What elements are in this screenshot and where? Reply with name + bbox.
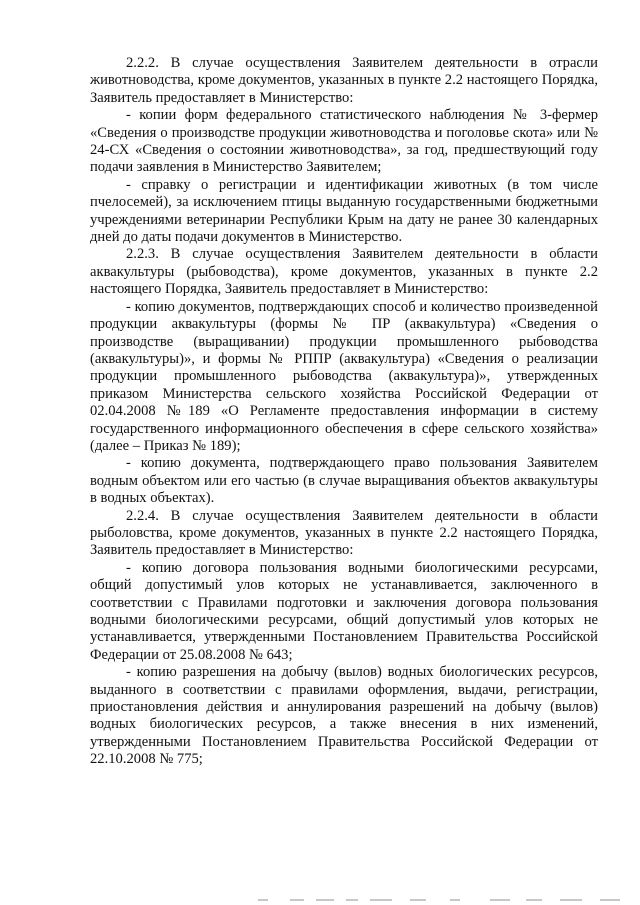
paragraph-2-2-3: 2.2.3. В случае осуществления Заявителем деятельности в области аквакультуры (рыбоводства), кроме документов, указанных в пункте 2.2 настоящего Порядка, Заявитель предоставляет в Министерство: xyxy=(90,246,598,298)
scan-edge-artifacts xyxy=(250,897,640,905)
document-page xyxy=(90,55,598,769)
paragraph-2-2-2: 2.2.2. В случае осуществления Заявителем деятельности в отрасли животноводства, кроме документов, указанных в пункте 2.2 настоящего Порядка, Заявитель предоставляет в Министерство: xyxy=(90,55,598,106)
list-item-fishing-contract: - копию договора пользования водными биологическими ресурсами, общий допустимый улов которых не устанавливается, заключенного в соответствии с Правилами подготовки и заключения договора пользования водными биологическими ресурсами, общий допустимый улов которых не устанавливается, утвержденными Постановлением Правительства Российской Федерации от 25.08.2008 № 643; xyxy=(90,559,598,663)
list-item-fishing-permit: - копию разрешения на добычу (вылов) водных биологических ресурсов, выданного в соответствии с правилами оформления, выдачи, регистрации, приостановления действия и аннулирования разрешений на добычу (вылов) водных биологических ресурсов, а также внесения в них изменений, утвержденными Постановлением Правительства Российской Федерации от 22.10.2008 № 775; xyxy=(90,664,598,768)
paragraph-2-2-4: 2.2.4. В случае осуществления Заявителем деятельности в области рыболовства, кроме документов, указанных в пункте 2.2 настоящего Порядка, Заявитель предоставляет в Министерство: xyxy=(90,507,598,559)
list-item-3-fermer-forms: - копии форм федерального статистического наблюдения № 3-фермер «Сведения о производстве продукции животноводства и поголовье скота» или № 24-СХ «Сведения о состоянии животноводства», за год, предшествующий году подачи заявления в Министерство Заявителем; xyxy=(90,107,598,176)
list-item-aquaculture-forms: - копию документов, подтверждающих способ и количество произведенной продукции аквакультуры (формы № ПР (аквакультура) «Сведения о производстве (выращивании) продукции промышленного рыбоводства (аквакультуры)», и формы № РППР (аквакультура) «Сведения о реализации продукции промышленного рыбоводства (аквакультура)», утвержденных приказом Министерства сельского хозяйства Российской Федерации от 02.04.2008 №189 «О Регламенте предоставления информации в систему государственного информационного обеспечения в сфере сельского хозяйства» (далее – Приказ № 189); xyxy=(90,298,598,454)
list-item-water-use-right: - копию документа, подтверждающего право пользования Заявителем водным объектом или его частью (в случае выращивания объектов аквакультуры в водных объектах). xyxy=(90,455,598,507)
list-item-animal-registration: - справку о регистрации и идентификации животных (в том числе пчелосемей), за исключением птицы выданную государственными бюджетными учреждениями ветеринарии Республики Крым на дату не ранее 30 календарных дней до даты подачи документов в Министерство. xyxy=(90,176,598,246)
